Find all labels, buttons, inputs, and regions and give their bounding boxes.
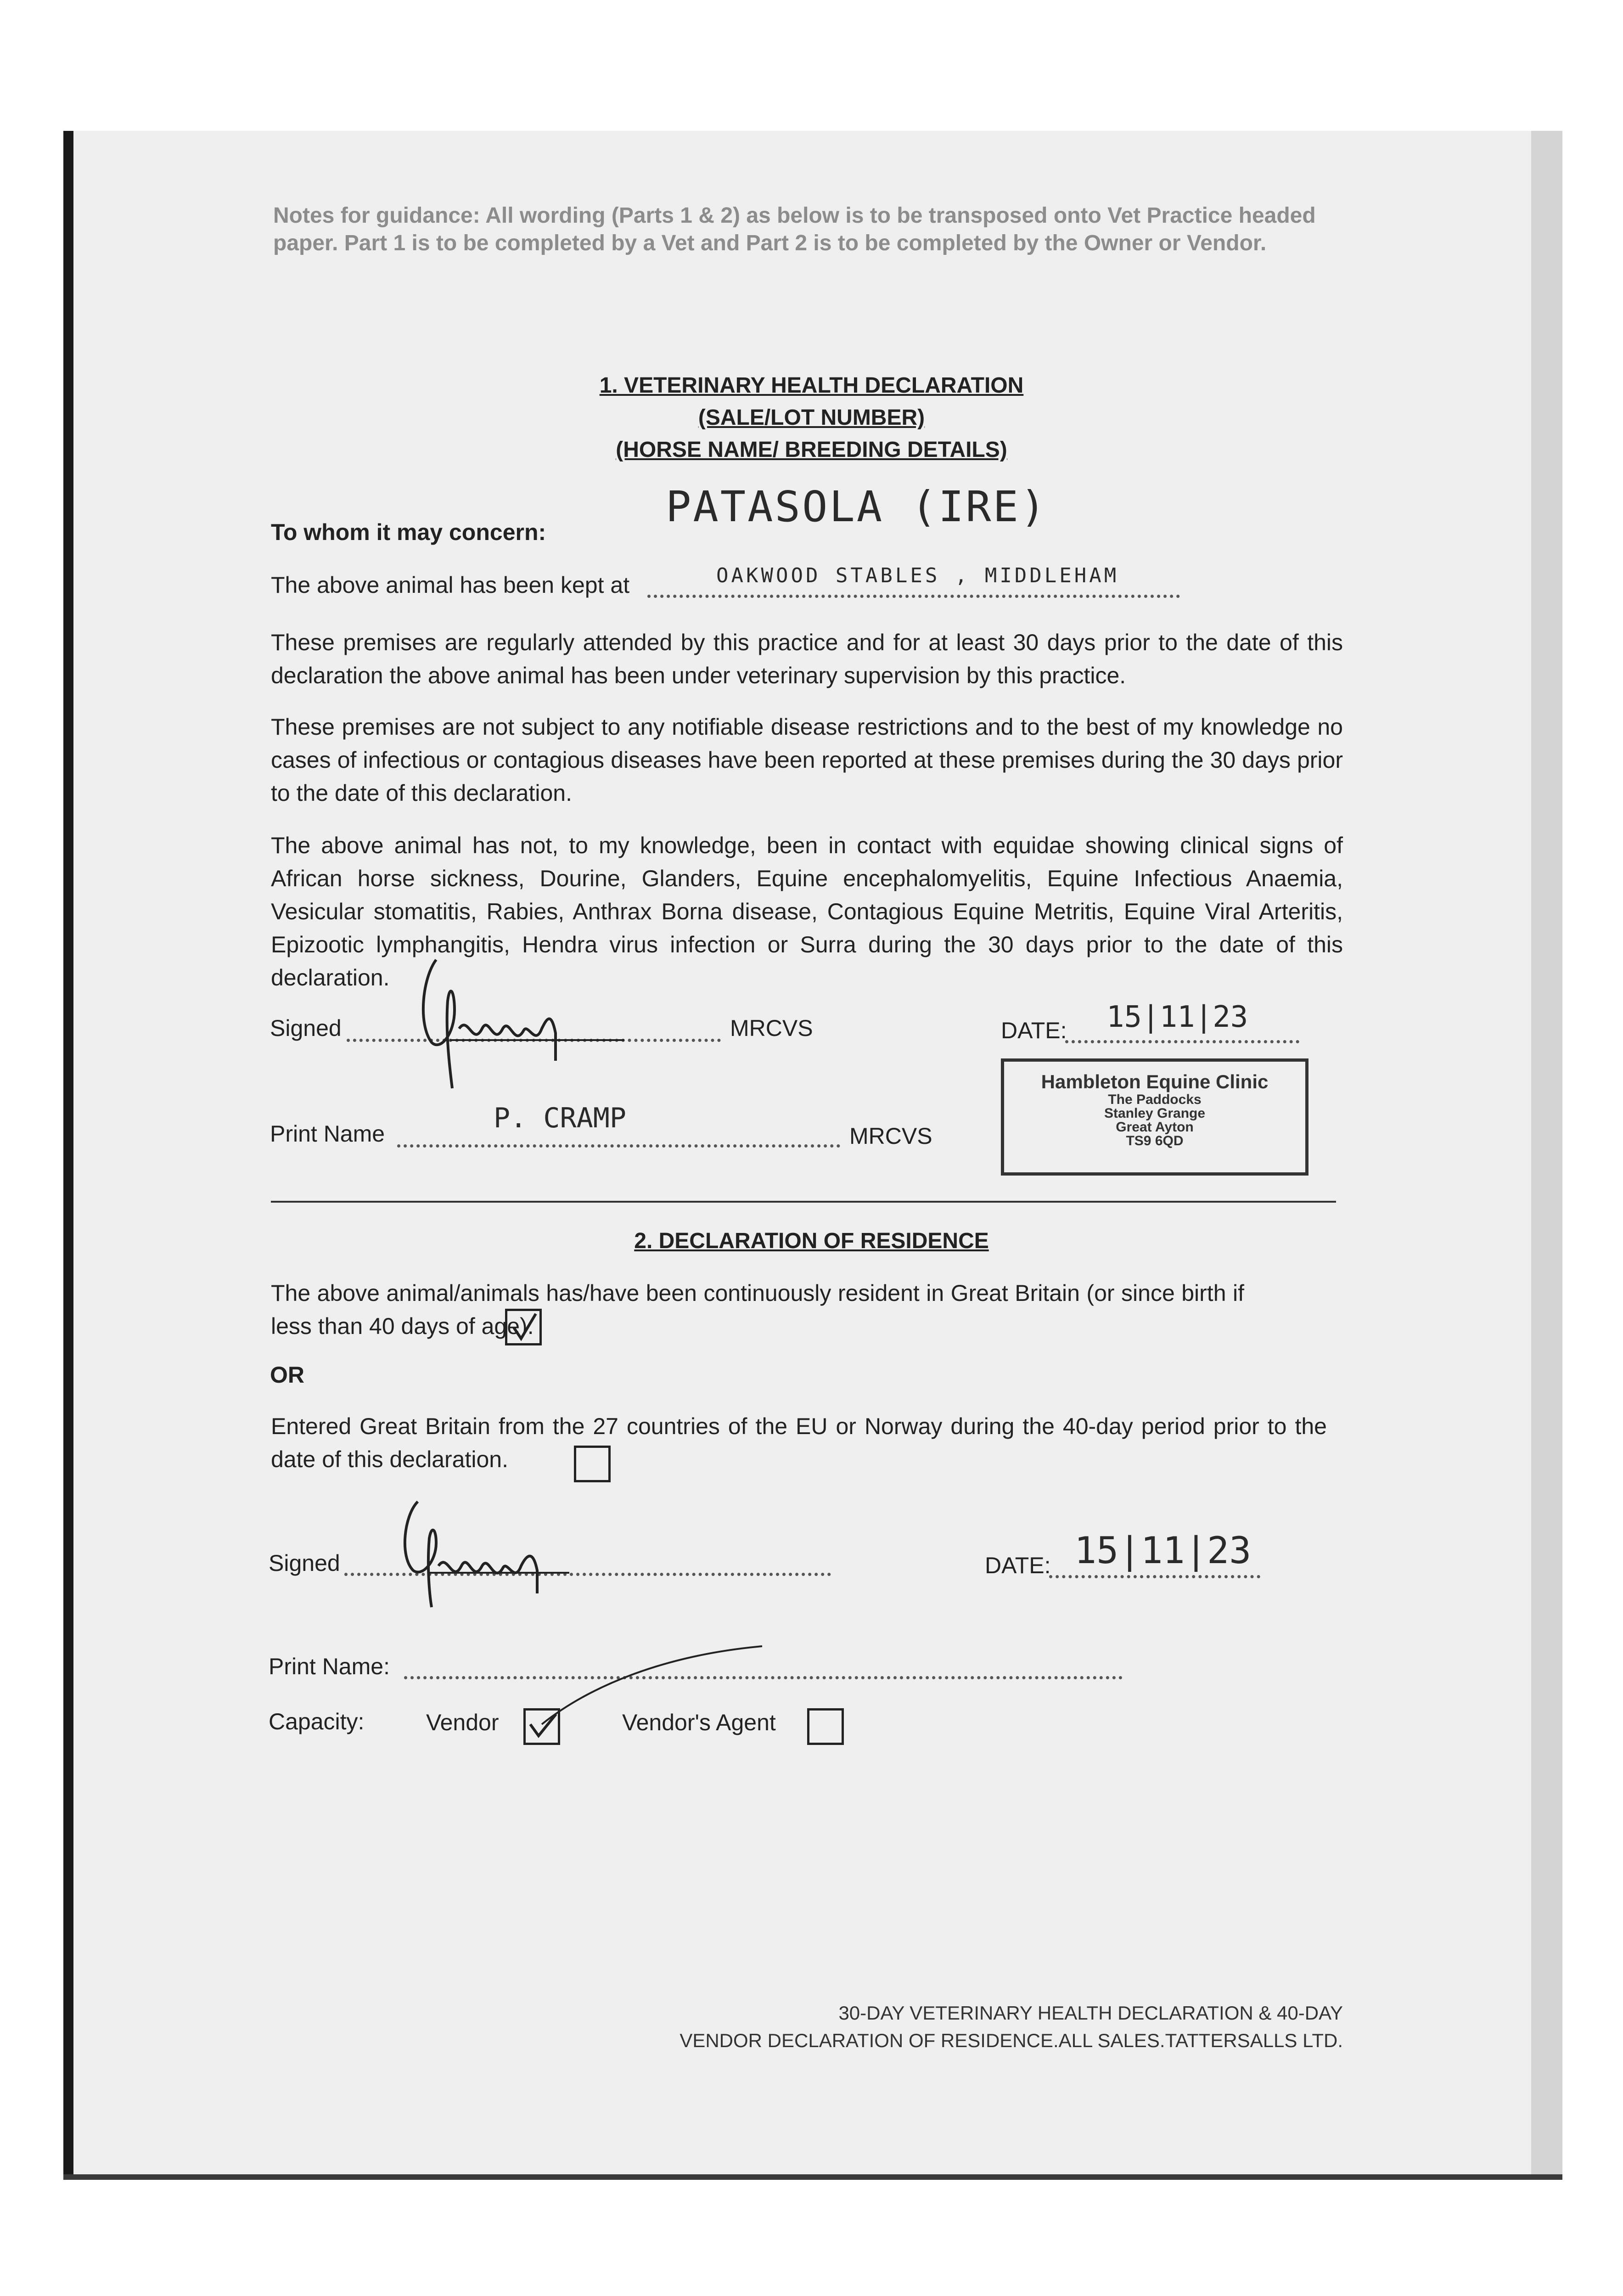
or-label: OR [270, 1362, 304, 1388]
vendor-date-label: DATE: [985, 1553, 1051, 1578]
vendor-date-value: 15|11|23 [1074, 1529, 1252, 1572]
check-mark-icon [507, 1311, 539, 1343]
stamp-postcode: TS9 6QD [1126, 1133, 1184, 1148]
supervision-paragraph: These premises are regularly attended by this practice and for at least 30 days prior to the date of this declaration the above animal has been under veterinary supervision by this practice. [271, 630, 1343, 688]
vendor-signature-image [386, 1497, 588, 1612]
part1-subtitle-sale-lot: (SALE/LOT NUMBER) [698, 405, 925, 430]
resident-checkbox[interactable] [505, 1309, 542, 1345]
to-whom-heading: To whom it may concern: [271, 519, 546, 545]
vendor-signed-label: Signed [269, 1550, 340, 1576]
scan-edge-bottom [63, 2174, 1562, 2180]
kept-at-line [647, 595, 1180, 598]
horse-name: PATASOLA (IRE) [666, 482, 1048, 531]
vet-print-name-line [397, 1144, 840, 1148]
stamp-address-line3: Great Ayton [1116, 1120, 1194, 1135]
diseases-paragraph: The above animal has not, to my knowledge, been in contact with equidae showing clinical signs of African horse sickness, Dourine, Glanders, Equine encephalomyelitis, Equine Infectious Anaemia, Vesicular stomatitis, Rabies, Anthrax Borna disease, Contagious Equine Metritis, Equine Viral Arteritis, Epizootic lymphangitis, Hendra virus infection or Surra during the 30 days prior to the date of this declaration. [271, 833, 1343, 990]
entered-text: Entered Great Britain from the 27 countries of the EU or Norway during the 40-day period prior to the date of this declaration. [271, 1413, 1327, 1472]
kept-at-value: OAKWOOD STABLES , MIDDLEHAM [716, 564, 1119, 587]
stamp-address-line2: Stanley Grange [1104, 1106, 1206, 1121]
guidance-note: Notes for guidance: All wording (Parts 1 & 2) as below is to be transposed onto Vet Practice headed paper. Part 1 is to be completed by a Vet and Part 2 is to be completed by the Owner or Vendor. [273, 203, 1316, 255]
footer-line1: 30-DAY VETERINARY HEALTH DECLARATION & 40-DAY [838, 2002, 1343, 2024]
vet-print-name-mrcvs: MRCVS [849, 1123, 932, 1149]
vet-date-label: DATE: [1001, 1018, 1067, 1043]
part1-subtitle-horse: (HORSE NAME/ BREEDING DETAILS) [616, 438, 1007, 462]
footer-line2: VENDOR DECLARATION OF RESIDENCE.ALL SALES.TATTERSALLS LTD. [680, 2030, 1343, 2051]
vet-print-name-label: Print Name [270, 1121, 385, 1147]
stamp-address-line1: The Paddocks [1108, 1092, 1202, 1107]
vendor-date-line [1049, 1575, 1260, 1578]
vet-signed-label: Signed [270, 1015, 342, 1041]
vet-signed-mrcvs: MRCVS [730, 1015, 813, 1041]
section-divider [271, 1201, 1336, 1203]
capacity-label: Capacity: [269, 1709, 365, 1734]
part2-title: 2. DECLARATION OF RESIDENCE [634, 1229, 989, 1253]
restrictions-paragraph: These premises are not subject to any notifiable disease restrictions and to the best of my knowledge no cases of infectious or contagious diseases have been reported at these premises during the 30 days prior to the date of this declaration. [271, 714, 1343, 806]
vet-print-name-value: P. CRAMP [494, 1102, 626, 1134]
entered-checkbox[interactable] [574, 1446, 611, 1482]
clinic-stamp [1001, 1058, 1309, 1176]
kept-at-label: The above animal has been kept at [271, 572, 630, 598]
vet-date-line [1065, 1040, 1299, 1043]
resident-text: The above animal/animals has/have been continuously resident in Great Britain (or since birth if less than 40 days of age). [271, 1280, 1244, 1339]
vendors-agent-label: Vendor's Agent [622, 1710, 776, 1735]
vendor-print-name-label: Print Name: [269, 1654, 390, 1679]
vet-signature-image [404, 941, 643, 1093]
vendor-label: Vendor [426, 1710, 499, 1735]
vendors-agent-checkbox[interactable] [807, 1708, 844, 1745]
part1-title: 1. VETERINARY HEALTH DECLARATION [599, 373, 1024, 398]
stamp-clinic-name: Hambleton Equine Clinic [1041, 1071, 1269, 1092]
vet-date-value: 15|11|23 [1106, 1000, 1248, 1034]
